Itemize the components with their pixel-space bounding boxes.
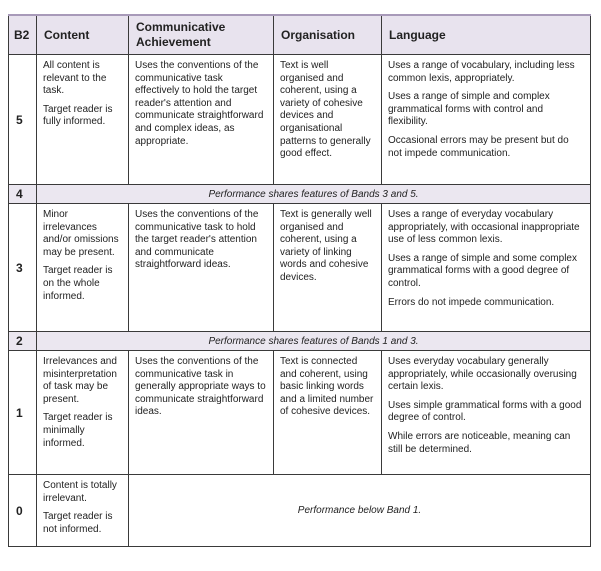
band-3-language bbox=[382, 204, 591, 332]
band-0-row bbox=[9, 475, 591, 547]
header-content: Content bbox=[37, 15, 129, 55]
assessment-scale-table bbox=[8, 14, 591, 547]
header-language: Language bbox=[382, 15, 591, 55]
band-3-label: 3 bbox=[9, 204, 37, 332]
band-1-row bbox=[9, 351, 591, 475]
band-4-label: 4 bbox=[9, 185, 37, 204]
band-3-content bbox=[37, 204, 129, 332]
band-3-organisation-text: Text is generally well organised and coherent, using a variety of linking words and cohesive devices. bbox=[280, 209, 372, 283]
band-1-content-2: Target reader is minimally informed. bbox=[43, 412, 113, 449]
band-1-organisation bbox=[274, 351, 382, 475]
header-achievement: Communicative Achievement bbox=[129, 15, 274, 55]
band-0-content-2: Target reader is not informed. bbox=[43, 511, 113, 535]
band-5-label: 5 bbox=[9, 55, 37, 185]
band-1-language-2: Uses simple grammatical forms with a good degree of control. bbox=[388, 399, 582, 424]
band-2-label: 2 bbox=[9, 332, 37, 351]
band-0-label: 0 bbox=[9, 475, 37, 547]
band-4-note: Performance shares features of Bands 3 and 5. bbox=[37, 185, 591, 204]
band-1-language-1: Uses everyday vocabulary generally appropriately, while occasionally overusing certain lexis. bbox=[388, 356, 577, 393]
header-row bbox=[9, 15, 591, 55]
band-5-content-1: All content is relevant to the task. bbox=[43, 60, 107, 97]
band-3-organisation bbox=[274, 204, 382, 332]
band-3-content-2: Target reader is on the whole informed. bbox=[43, 265, 113, 302]
band-3-achievement bbox=[129, 204, 274, 332]
band-3-achievement-text: Uses the conventions of the communicative task to hold the target reader's attention and communicate straightforward ideas. bbox=[135, 209, 259, 271]
band-3-language-2: Uses a range of simple and some complex grammatical forms with a good degree of control. bbox=[388, 252, 577, 289]
band-5-language-2: Uses a range of simple and complex grammatical forms with control and flexibility. bbox=[388, 91, 550, 128]
band-1-content-1: Irrelevances and misinterpretation of task may be present. bbox=[43, 356, 117, 405]
band-1-organisation-text: Text is connected and coherent, using basic linking words and a limited number of cohesive devices. bbox=[280, 356, 374, 418]
band-0-note: Performance below Band 1. bbox=[129, 475, 591, 547]
band-3-language-1: Uses a range of everyday vocabulary appropriately, with occasional inappropriate use of less common lexis. bbox=[388, 209, 580, 246]
band-5-organisation bbox=[274, 55, 382, 185]
band-1-achievement-text: Uses the conventions of the communicative task in generally appropriate ways to communicate straightforward ideas. bbox=[135, 356, 266, 418]
band-1-achievement bbox=[129, 351, 274, 475]
band-5-row bbox=[9, 55, 591, 185]
band-1-content bbox=[37, 351, 129, 475]
band-0-content-1: Content is totally irrelevant. bbox=[43, 480, 117, 504]
header-organisation: Organisation bbox=[274, 15, 382, 55]
band-5-achievement bbox=[129, 55, 274, 185]
band-5-content bbox=[37, 55, 129, 185]
band-4-row bbox=[9, 185, 591, 204]
header-band: B2 bbox=[9, 15, 37, 55]
band-0-content bbox=[37, 475, 129, 547]
band-5-language-3: Occasional errors may be present but do not impede communication. bbox=[388, 134, 569, 159]
band-1-language bbox=[382, 351, 591, 475]
band-5-organisation-text: Text is well organised and coherent, using a variety of cohesive devices and organisational patterns to generally good effect. bbox=[280, 60, 371, 160]
band-3-row bbox=[9, 204, 591, 332]
band-2-row bbox=[9, 332, 591, 351]
band-1-label: 1 bbox=[9, 351, 37, 475]
band-3-language-3: Errors do not impede communication. bbox=[388, 296, 555, 308]
band-1-language-3: While errors are noticeable, meaning can still be determined. bbox=[388, 430, 571, 455]
band-2-note: Performance shares features of Bands 1 and 3. bbox=[37, 332, 591, 351]
band-5-language-1: Uses a range of vocabulary, including less common lexis, appropriately. bbox=[388, 60, 575, 84]
band-5-language bbox=[382, 55, 591, 185]
band-5-achievement-text: Uses the conventions of the communicative task effectively to hold the target reader's attention and communicate straightforward and complex ideas, as appropriate. bbox=[135, 60, 264, 147]
band-5-content-2: Target reader is fully informed. bbox=[43, 103, 113, 128]
band-3-content-1: Minor irrelevances and/or omissions may be present. bbox=[43, 209, 119, 258]
